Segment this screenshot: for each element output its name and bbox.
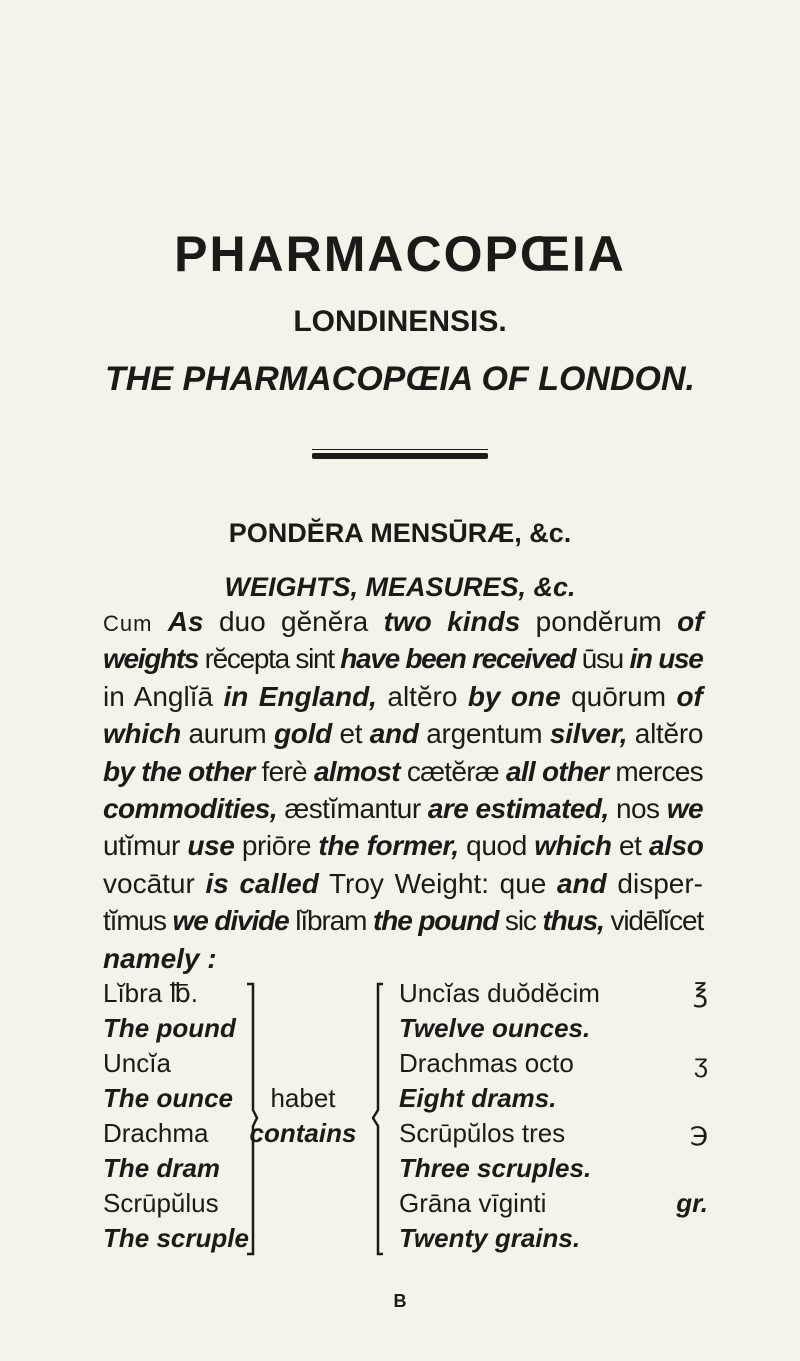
paragraph-segment: all other [506, 755, 609, 787]
paragraph-segment: which [534, 830, 612, 862]
paragraph-segment: et [611, 830, 649, 862]
paragraph-segment: disper- [606, 867, 703, 899]
right-brace [371, 982, 385, 1258]
paragraph-segment [152, 606, 167, 637]
paragraph-segment: vidēlĭcet [603, 905, 704, 937]
paragraph-segment: weights [103, 643, 199, 675]
right-cell-twenty-grains-latin: Grāna vīginti [399, 1188, 547, 1218]
paragraph-line [103, 790, 703, 827]
paragraph-segment: rĕcepta sint [198, 643, 341, 675]
left-cell-scruple-latin: Scrūpŭlus [103, 1188, 219, 1218]
book-subtitle: LONDINENSIS. [293, 305, 507, 338]
middle-cell-english: contains [249, 1118, 357, 1148]
ounce-symbol: ℥ [692, 978, 708, 1008]
paragraph-segment: the former, [318, 830, 459, 862]
book-title: PHARMACOPŒIA [174, 226, 626, 282]
paragraph-segment: Cum [103, 611, 153, 636]
paragraph-segment: vocātur [103, 867, 206, 899]
paragraph-segment: we [666, 792, 704, 824]
paragraph-segment: argentum [418, 718, 550, 750]
paragraph-line [103, 753, 703, 790]
paragraph-segment: is called [205, 867, 319, 899]
paragraph-segment: the pound [373, 905, 499, 937]
paragraph-segment: utĭmur [103, 830, 188, 862]
paragraph-segment: aurum [180, 718, 274, 750]
weights-table [103, 978, 708, 1288]
paragraph-segment: by the other [103, 755, 255, 787]
body-paragraph [103, 603, 703, 977]
paragraph-segment: in use [629, 643, 703, 675]
paragraph-segment: ferè [254, 755, 314, 787]
paragraph-segment: and [369, 718, 419, 750]
paragraph-segment: of [676, 680, 703, 712]
paragraph-line [103, 940, 703, 977]
paragraph-segment: pondĕrum [520, 606, 678, 637]
thick-rule [312, 453, 488, 459]
section-heading: PONDĔRA MENSŪRÆ, &c. [228, 518, 572, 548]
paragraph-line [103, 640, 703, 677]
english-title: THE PHARMACOPŒIA OF LONDON. [105, 360, 695, 398]
paragraph-segment: commodities, [103, 792, 278, 824]
right-cell-twenty-grains-english: Twenty grains. [399, 1223, 581, 1253]
paragraph-segment: and [556, 867, 607, 899]
left-cell-ounce-latin: Uncĭa [103, 1048, 171, 1078]
right-cell-eight-drams-latin: Drachmas octo [399, 1048, 574, 1078]
paragraph-segment: et [331, 718, 370, 750]
left-cell-ounce-english: The ounce [103, 1083, 234, 1113]
paragraph-segment: nos [608, 792, 667, 824]
right-cell-three-scruples-latin: Scrūpŭlos tres [399, 1118, 566, 1148]
right-cell-twelve-ounces-english: Twelve ounces. [399, 1013, 591, 1043]
left-cell-pound-latin: Lĭbra ℔. [103, 978, 198, 1008]
paragraph-segment: in England, [223, 680, 377, 712]
paragraph-segment: gold [273, 718, 332, 750]
paragraph-segment: As [167, 606, 204, 637]
paragraph-line [103, 902, 703, 939]
paragraph-segment: sic [498, 905, 543, 937]
right-cell-three-scruples-english: Three scruples. [399, 1153, 592, 1183]
middle-cell-latin: habet [270, 1083, 336, 1113]
right-cell-eight-drams-english: Eight drams. [399, 1083, 557, 1113]
paragraph-line [103, 827, 703, 864]
paragraph-segment: silver, [549, 718, 628, 750]
scruple-symbol: ℈ [689, 1118, 708, 1148]
paragraph-line [103, 865, 703, 902]
paragraph-segment: by one [467, 680, 561, 712]
thin-rule [312, 449, 488, 450]
paragraph-segment: which [103, 718, 181, 750]
paragraph-segment: quōrum [560, 680, 677, 712]
paragraph-segment: are estimated, [427, 792, 609, 824]
grain-symbol: gr. [676, 1188, 708, 1218]
paragraph-segment: namely : [103, 942, 217, 974]
paragraph-segment: also [648, 830, 704, 862]
paragraph-segment: altĕro [627, 718, 704, 750]
paragraph-segment: priōre [234, 830, 319, 862]
paragraph-line [103, 715, 703, 752]
paragraph-segment: Troy Weight: que [318, 867, 557, 899]
left-cell-scruple-english: The scruple [103, 1223, 249, 1253]
paragraph-segment: tĭmus [103, 905, 173, 937]
left-cell-dram-english: The dram [103, 1153, 221, 1183]
paragraph-line [103, 603, 703, 640]
paragraph-line [103, 678, 703, 715]
paragraph-segment: ūsu [575, 643, 630, 675]
paragraph-segment: two kinds [383, 606, 521, 637]
right-cell-twelve-ounces-latin: Uncĭas duŏdĕcim [399, 978, 600, 1008]
paragraph-segment: quod [458, 830, 535, 862]
paragraph-segment: almost [313, 755, 400, 787]
dram-symbol: ʒ [693, 1048, 708, 1078]
paragraph-segment: merces [608, 755, 703, 787]
paragraph-segment: of [677, 606, 704, 637]
paragraph-segment: duo gĕnĕra [203, 606, 384, 637]
section-subheading: WEIGHTS, MEASURES, &c. [224, 572, 576, 602]
paragraph-segment: we divide [172, 905, 289, 937]
paragraph-segment: altĕro [376, 680, 468, 712]
left-cell-dram-latin: Drachma [103, 1118, 209, 1148]
signature-mark: B [393, 1291, 407, 1311]
paragraph-segment: use [187, 830, 235, 862]
paragraph-segment: lĭbram [288, 905, 373, 937]
paragraph-segment: in Anglĭā [103, 680, 224, 712]
paragraph-segment: æstĭmantur [277, 792, 428, 824]
paragraph-segment: thus, [542, 905, 604, 937]
paragraph-segment: cætĕræ [399, 755, 507, 787]
left-cell-pound-english: The pound [103, 1013, 236, 1043]
paragraph-segment: have been received [340, 643, 576, 675]
